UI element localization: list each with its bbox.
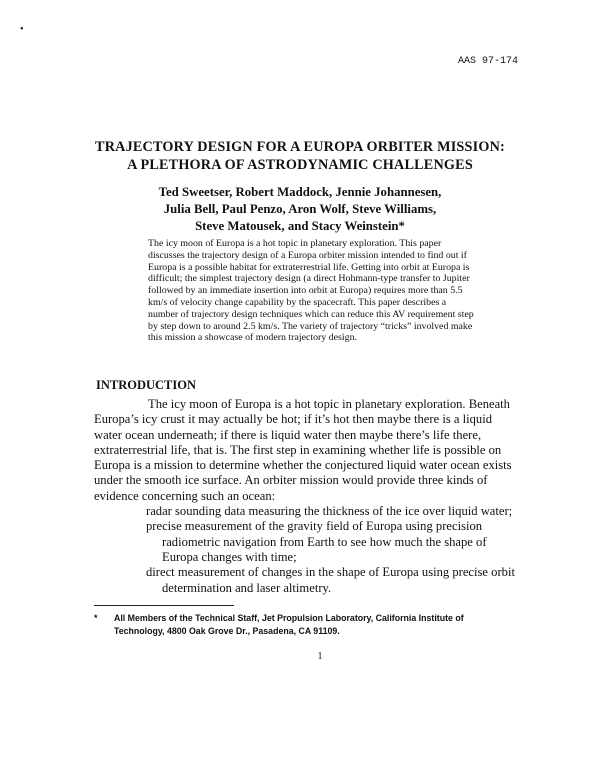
author-list (100, 184, 500, 235)
authors-line-1: Ted Sweetser, Robert Maddock, Jennie Johannesen, (158, 185, 442, 199)
footnote-divider (94, 605, 234, 606)
list-item: direct measurement of changes in the shape of Europa using precise orbit determination and laser altimetry. (146, 565, 515, 595)
introduction-paragraph: The icy moon of Europa is a hot topic in planetary exploration. Beneath Europa’s icy crust it may actually be hot; if it’s hot then maybe there is a liquid water ocean underneath; if there is liquid water then maybe there’s life there, extraterrestrial life, that is. The first step in examining whether life is possible on Europa is a mission to determine whether the conjectured liquid water ocean exists under the smooth ice surface. An orbiter mission would provide three kinds of evidence concerning such an ocean: (94, 397, 512, 503)
footnote (94, 612, 514, 638)
abstract: The icy moon of Europa is a hot topic in planetary exploration. This paper discusses the trajectory design of a Europa orbiter mission intended to find out if Europa is a possible habitat for extraterrestrial life. Getting into orbit at Europa is difficult; the simplest trajectory design (a direct Hohmann-type transfer to Jupiter followed by an immediate insertion into orbit at Europa) requires more than 5.5 km/s of velocity change capability by the spacecraft. This paper describes a number of trajectory design techniques which can reduce this AV requirement step by step down to around 2.5 km/s. The variety of trajectory “tricks” involved make this mission a showcase of modern trajectory design. (148, 238, 474, 344)
footnote-text: All Members of the Technical Staff, Jet Propulsion Laboratory, California Institute of Technology, 4800 Oak Grove Dr., Pasadena, CA 91109. (114, 613, 464, 636)
paper-title (60, 138, 540, 174)
introduction-body (94, 397, 516, 596)
title-line-1: TRAJECTORY DESIGN FOR A EUROPA ORBITER MISSION: (95, 139, 505, 155)
title-line-2: A PLETHORA OF ASTRODYNAMIC CHALLENGES (127, 157, 473, 173)
page-number: 1 (317, 651, 323, 662)
footnote-marker: * (94, 613, 98, 623)
paper-id: AAS 97-174 (457, 56, 518, 67)
authors-line-2: Julia Bell, Paul Penzo, Aron Wolf, Steve Williams, (163, 202, 437, 216)
section-heading-introduction: INTRODUCTION (96, 378, 197, 392)
list-item: radar sounding data measuring the thickness of the ice over liquid water; (146, 504, 513, 519)
list-item: precise measurement of the gravity field of Europa using precision radiometric navigation from Earth to see how much the shape of Europa changes with time; (146, 519, 487, 564)
corner-mark: • (20, 24, 24, 35)
authors-line-3: Steve Matousek, and Stacy Weinstein* (195, 219, 405, 233)
evidence-list (94, 504, 516, 596)
